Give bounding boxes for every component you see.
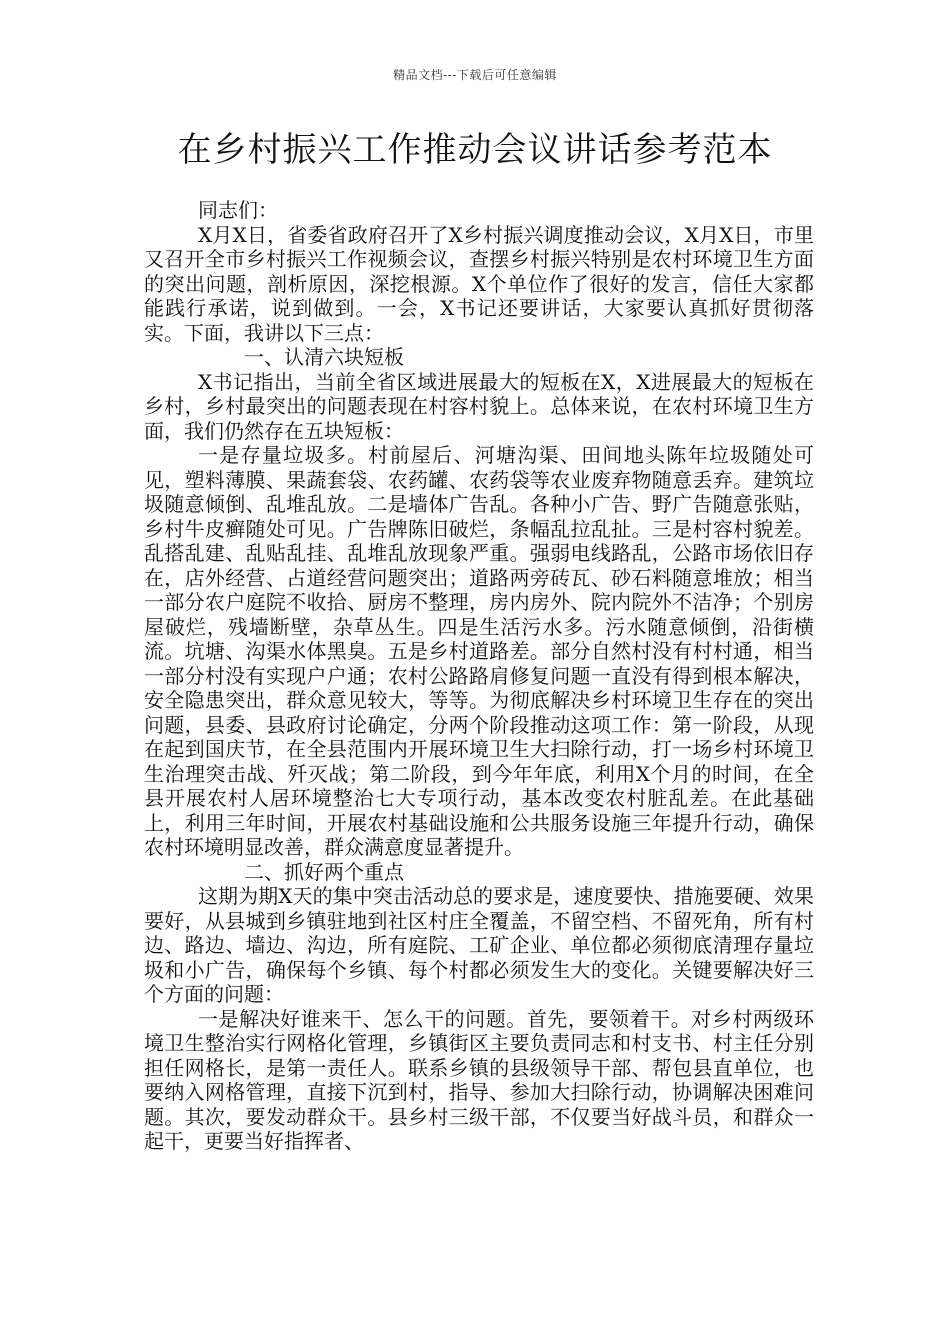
header-note: 精品文档---下载后可任意编辑 [393,68,557,82]
paragraph-who-how: 一是解决好谁来干、怎么干的问题。首先，要领着干。对乡村两级环境卫生整治实行网格化管理，乡镇街区主要负责同志和村支书、村主任分别担任网格长，是第一责任人。联系乡镇的县级领导干部、帮包县直单位，也要纳入网格管理，直接下沉到村，指导、参加大扫除行动，协调解决困难问题。其次，要发动群众干。县乡村三级干部，不仅要当好战斗员，和群众一起干，更要当好指挥者、 [144,1006,814,1153]
paragraph-shortboards-detail: 一是存量垃圾多。村前屋后、河塘沟渠、田间地头陈年垃圾随处可见，塑料薄膜、果蔬套袋、农药罐、农药袋等农业废弃物随意丢弃。建筑垃圾随意倾倒、乱堆乱放。二是墙体广告乱。各种小广告、野广告随意张贴，乡村牛皮癣随处可见。广告牌陈旧破烂，条幅乱拉乱扯。三是村容村貌差。乱搭乱建、乱贴乱挂、乱堆乱放现象严重。强弱电线路乱，公路市场依旧存在，店外经营、占道经营问题突出；道路两旁砖瓦、砂石料随意堆放；相当一部分农户庭院不收拾、厨房不整理，房内房外、院内院外不洁净；个别房屋破烂，残墙断壁，杂草丛生。四是生活污水多。污水随意倾倒，沿街横流。坑塘、沟渠水体黑臭。五是乡村道路差。部分自然村没有村村通，相当一部分村没有实现户户通；农村公路路肩修复问题一直没有得到根本解决，安全隐患突出，群众意见较大，等等。为彻底解决乡村环境卫生存在的突出问题，县委、县政府讨论确定，分两个阶段推动这项工作：第一阶段，从现在起到国庆节，在全县范围内开展环境卫生大扫除行动，打一场乡村环境卫生治理突击战、歼灭战；第二阶段，到今年年底，利用X个月的时间，在全县开展农村人居环境整治七大专项行动，基本改变农村脏乱差。在此基础上，利用三年时间，开展农村基础设施和公共服务设施三年提升行动，确保农村环境明显改善，群众满意度显著提升。 [144,443,814,859]
document-title: 在乡村振兴工作推动会议讲话参考范本 [177,130,773,170]
paragraph-intro: X月X日，省委省政府召开了X乡村振兴调度推动会议，X月X日，市里又召开全市乡村振兴工作视频会议，查摆乡村振兴特别是农村环境卫生方面的突出问题，剖析原因，深挖根源。X个单位作了很好的发言，信任大家都能践行承诺，说到做到。一会，X书记还要讲话，大家要认真抓好贯彻落实。下面，我讲以下三点： [144,222,814,345]
document-body [144,198,814,1154]
section-heading-1: 一、认清六块短板 [244,345,404,369]
paragraph-campaign-requirements: 这期为期X天的集中突击活动总的要求是，速度要快、措施要硬、效果要好，从县城到乡镇驻地到社区村庄全覆盖，不留空档、不留死角，所有村边、路边、墙边、沟边，所有庭院、工矿企业、单位都必须彻底清理存量垃圾和小广告，确保每个乡镇、每个村都必须发生大的变化。关键要解决好三个方面的问题： [144,884,814,1006]
section-heading-2: 二、抓好两个重点 [244,859,404,884]
salutation: 同志们： [198,198,278,222]
paragraph-shortboards-intro: X书记指出，当前全省区域进展最大的短板在X，X进展最大的短板在乡村，乡村最突出的问题表现在村容村貌上。总体来说，在农村环境卫生方面，我们仍然存在五块短板： [144,369,814,443]
